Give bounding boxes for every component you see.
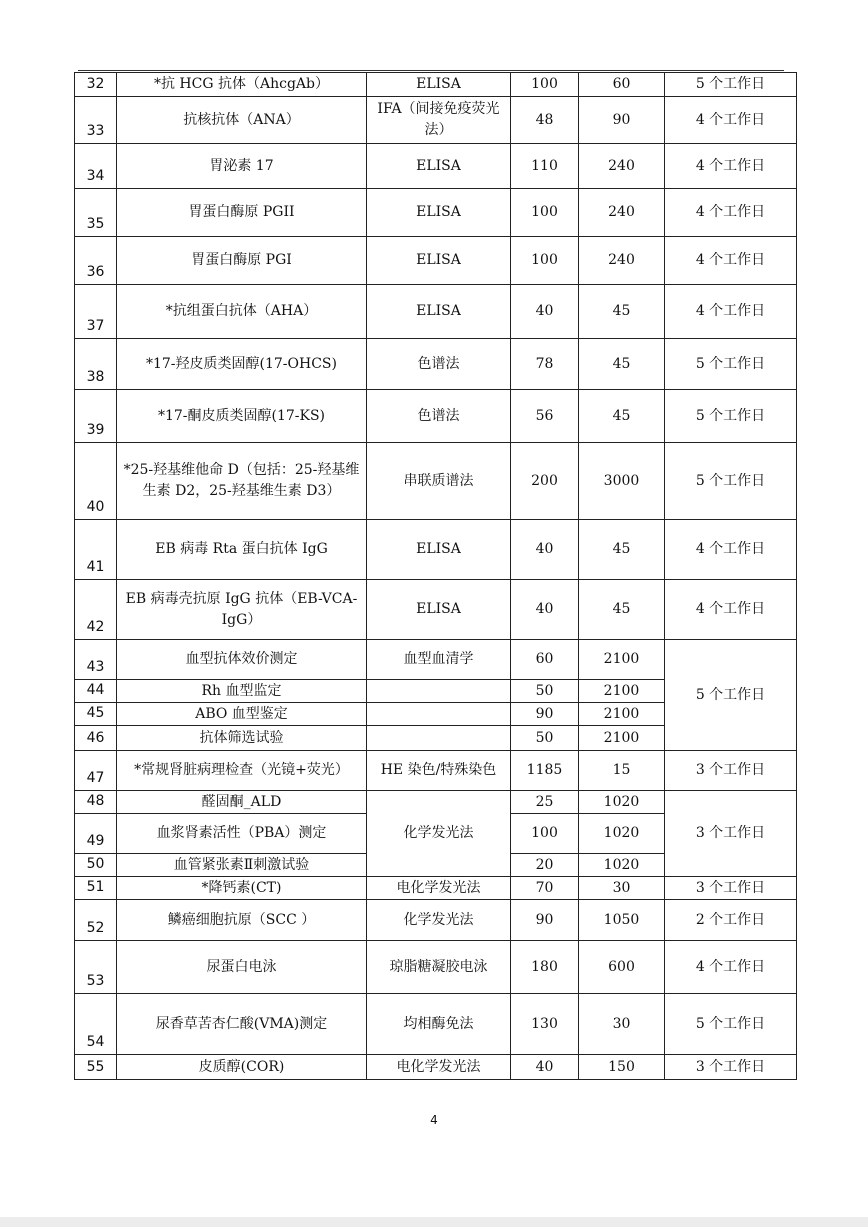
turnaround: 4 个工作日 bbox=[665, 144, 797, 189]
value-2: 1020 bbox=[579, 854, 665, 877]
turnaround: 3 个工作日 bbox=[665, 1055, 797, 1080]
table-row bbox=[75, 580, 797, 640]
row-number: 41 bbox=[75, 520, 117, 580]
table-row bbox=[75, 640, 797, 680]
test-name: 胃蛋白酶原 PGI bbox=[117, 237, 367, 285]
turnaround: 5 个工作日 bbox=[665, 339, 797, 390]
value-2: 45 bbox=[579, 520, 665, 580]
value-1: 100 bbox=[511, 189, 579, 237]
page-number: 4 bbox=[430, 1113, 438, 1127]
row-number: 33 bbox=[75, 97, 117, 144]
turnaround: 4 个工作日 bbox=[665, 941, 797, 994]
test-name: EB 病毒 Rta 蛋白抗体 IgG bbox=[117, 520, 367, 580]
table-row bbox=[75, 520, 797, 580]
test-method bbox=[367, 726, 511, 751]
turnaround: 5 个工作日 bbox=[665, 443, 797, 520]
test-name: *抗组蛋白抗体（AHA） bbox=[117, 285, 367, 339]
turnaround: 4 个工作日 bbox=[665, 189, 797, 237]
row-number: 43 bbox=[75, 640, 117, 680]
row-number: 47 bbox=[75, 751, 117, 791]
test-method bbox=[367, 703, 511, 726]
value-2: 2100 bbox=[579, 703, 665, 726]
test-method: 电化学发光法 bbox=[367, 1055, 511, 1080]
value-2: 90 bbox=[579, 97, 665, 144]
value-1: 1185 bbox=[511, 751, 579, 791]
test-method: ELISA bbox=[367, 237, 511, 285]
test-method: 色谱法 bbox=[367, 390, 511, 443]
test-method: 色谱法 bbox=[367, 339, 511, 390]
value-2: 30 bbox=[579, 877, 665, 900]
table-row bbox=[75, 237, 797, 285]
table-row bbox=[75, 941, 797, 994]
test-name: *17-羟皮质类固醇(17-OHCS) bbox=[117, 339, 367, 390]
test-method: 电化学发光法 bbox=[367, 877, 511, 900]
turnaround: 3 个工作日 bbox=[665, 791, 797, 877]
table-row bbox=[75, 791, 797, 814]
row-number: 37 bbox=[75, 285, 117, 339]
turnaround: 5 个工作日 bbox=[665, 73, 797, 97]
test-method: ELISA bbox=[367, 73, 511, 97]
value-2: 45 bbox=[579, 285, 665, 339]
test-name: 皮质醇(COR) bbox=[117, 1055, 367, 1080]
value-1: 100 bbox=[511, 237, 579, 285]
test-method bbox=[367, 680, 511, 703]
test-method: ELISA bbox=[367, 520, 511, 580]
value-2: 45 bbox=[579, 339, 665, 390]
test-method: 琼脂糖凝胶电泳 bbox=[367, 941, 511, 994]
value-2: 240 bbox=[579, 189, 665, 237]
turnaround: 5 个工作日 bbox=[665, 994, 797, 1055]
table-row bbox=[75, 339, 797, 390]
table-row bbox=[75, 900, 797, 941]
table-row bbox=[75, 189, 797, 237]
row-number: 40 bbox=[75, 443, 117, 520]
test-method: ELISA bbox=[367, 285, 511, 339]
turnaround: 4 个工作日 bbox=[665, 520, 797, 580]
row-number: 42 bbox=[75, 580, 117, 640]
value-2: 15 bbox=[579, 751, 665, 791]
test-name: 血管紧张素Ⅱ刺激试验 bbox=[117, 854, 367, 877]
row-number: 53 bbox=[75, 941, 117, 994]
value-2: 600 bbox=[579, 941, 665, 994]
value-1: 56 bbox=[511, 390, 579, 443]
value-1: 40 bbox=[511, 1055, 579, 1080]
test-name: 抗体筛选试验 bbox=[117, 726, 367, 751]
test-method: 血型血清学 bbox=[367, 640, 511, 680]
row-number: 36 bbox=[75, 237, 117, 285]
value-2: 45 bbox=[579, 580, 665, 640]
value-2: 1050 bbox=[579, 900, 665, 941]
table-row bbox=[75, 877, 797, 900]
row-number: 44 bbox=[75, 680, 117, 703]
test-method: IFA（间接免疫荧光法） bbox=[367, 97, 511, 144]
value-1: 90 bbox=[511, 900, 579, 941]
value-2: 240 bbox=[579, 144, 665, 189]
test-name: Rh 血型监定 bbox=[117, 680, 367, 703]
row-number: 35 bbox=[75, 189, 117, 237]
page-bottom-edge bbox=[0, 1217, 868, 1227]
value-1: 40 bbox=[511, 520, 579, 580]
test-name: EB 病毒壳抗原 IgG 抗体（EB-VCA-IgG） bbox=[117, 580, 367, 640]
test-name: 血浆肾素活性（PBA）测定 bbox=[117, 814, 367, 854]
turnaround: 5 个工作日 bbox=[665, 390, 797, 443]
test-name: *17-酮皮质类固醇(17-KS) bbox=[117, 390, 367, 443]
row-number: 50 bbox=[75, 854, 117, 877]
table-row bbox=[75, 285, 797, 339]
test-method: HE 染色/特殊染色 bbox=[367, 751, 511, 791]
value-1: 78 bbox=[511, 339, 579, 390]
table-row bbox=[75, 144, 797, 189]
row-number: 52 bbox=[75, 900, 117, 941]
row-number: 34 bbox=[75, 144, 117, 189]
value-1: 25 bbox=[511, 791, 579, 814]
row-number: 48 bbox=[75, 791, 117, 814]
row-number: 46 bbox=[75, 726, 117, 751]
test-name: ABO 血型鉴定 bbox=[117, 703, 367, 726]
value-2: 2100 bbox=[579, 680, 665, 703]
value-2: 150 bbox=[579, 1055, 665, 1080]
test-items-table bbox=[74, 72, 797, 1080]
test-name: 胃蛋白酶原 PGII bbox=[117, 189, 367, 237]
value-1: 100 bbox=[511, 73, 579, 97]
table-row bbox=[75, 1055, 797, 1080]
value-2: 2100 bbox=[579, 640, 665, 680]
row-number: 49 bbox=[75, 814, 117, 854]
row-number: 54 bbox=[75, 994, 117, 1055]
test-method: 均相酶免法 bbox=[367, 994, 511, 1055]
test-method: 化学发光法 bbox=[367, 900, 511, 941]
value-2: 30 bbox=[579, 994, 665, 1055]
test-name: *抗 HCG 抗体（AhcgAb） bbox=[117, 73, 367, 97]
turnaround: 4 个工作日 bbox=[665, 580, 797, 640]
table-row bbox=[75, 390, 797, 443]
value-2: 60 bbox=[579, 73, 665, 97]
test-name: 尿香草苦杏仁酸(VMA)测定 bbox=[117, 994, 367, 1055]
value-1: 110 bbox=[511, 144, 579, 189]
value-2: 1020 bbox=[579, 791, 665, 814]
value-2: 3000 bbox=[579, 443, 665, 520]
test-name: 醛固酮_ALD bbox=[117, 791, 367, 814]
value-1: 20 bbox=[511, 854, 579, 877]
value-1: 90 bbox=[511, 703, 579, 726]
table-row bbox=[75, 443, 797, 520]
test-name: *降钙素(CT) bbox=[117, 877, 367, 900]
row-number: 32 bbox=[75, 73, 117, 97]
turnaround: 4 个工作日 bbox=[665, 97, 797, 144]
turnaround: 2 个工作日 bbox=[665, 900, 797, 941]
value-1: 100 bbox=[511, 814, 579, 854]
value-1: 50 bbox=[511, 726, 579, 751]
table-row bbox=[75, 97, 797, 144]
test-name: 抗核抗体（ANA） bbox=[117, 97, 367, 144]
test-method: 化学发光法 bbox=[367, 791, 511, 877]
value-2: 1020 bbox=[579, 814, 665, 854]
value-1: 40 bbox=[511, 285, 579, 339]
row-number: 39 bbox=[75, 390, 117, 443]
test-method: ELISA bbox=[367, 189, 511, 237]
value-1: 200 bbox=[511, 443, 579, 520]
value-1: 70 bbox=[511, 877, 579, 900]
turnaround: 3 个工作日 bbox=[665, 751, 797, 791]
value-2: 45 bbox=[579, 390, 665, 443]
value-1: 130 bbox=[511, 994, 579, 1055]
turnaround: 3 个工作日 bbox=[665, 877, 797, 900]
row-number: 55 bbox=[75, 1055, 117, 1080]
turnaround: 4 个工作日 bbox=[665, 237, 797, 285]
table-row bbox=[75, 751, 797, 791]
test-name: 胃泌素 17 bbox=[117, 144, 367, 189]
test-name: *25-羟基维他命 D（包括：25-羟基维生素 D2，25-羟基维生素 D3） bbox=[117, 443, 367, 520]
test-name: 血型抗体效价测定 bbox=[117, 640, 367, 680]
row-number: 51 bbox=[75, 877, 117, 900]
value-1: 50 bbox=[511, 680, 579, 703]
table-top-rule bbox=[78, 70, 784, 71]
test-method: 串联质谱法 bbox=[367, 443, 511, 520]
row-number: 45 bbox=[75, 703, 117, 726]
table-row bbox=[75, 73, 797, 97]
value-1: 48 bbox=[511, 97, 579, 144]
turnaround: 4 个工作日 bbox=[665, 285, 797, 339]
test-name: 鳞癌细胞抗原（SCC ） bbox=[117, 900, 367, 941]
test-name: 尿蛋白电泳 bbox=[117, 941, 367, 994]
row-number: 38 bbox=[75, 339, 117, 390]
value-1: 180 bbox=[511, 941, 579, 994]
turnaround: 5 个工作日 bbox=[665, 640, 797, 751]
value-2: 2100 bbox=[579, 726, 665, 751]
test-method: ELISA bbox=[367, 580, 511, 640]
test-name: *常规肾脏病理检查（光镜+荧光） bbox=[117, 751, 367, 791]
value-1: 40 bbox=[511, 580, 579, 640]
test-method: ELISA bbox=[367, 144, 511, 189]
table-row bbox=[75, 994, 797, 1055]
value-1: 60 bbox=[511, 640, 579, 680]
value-2: 240 bbox=[579, 237, 665, 285]
